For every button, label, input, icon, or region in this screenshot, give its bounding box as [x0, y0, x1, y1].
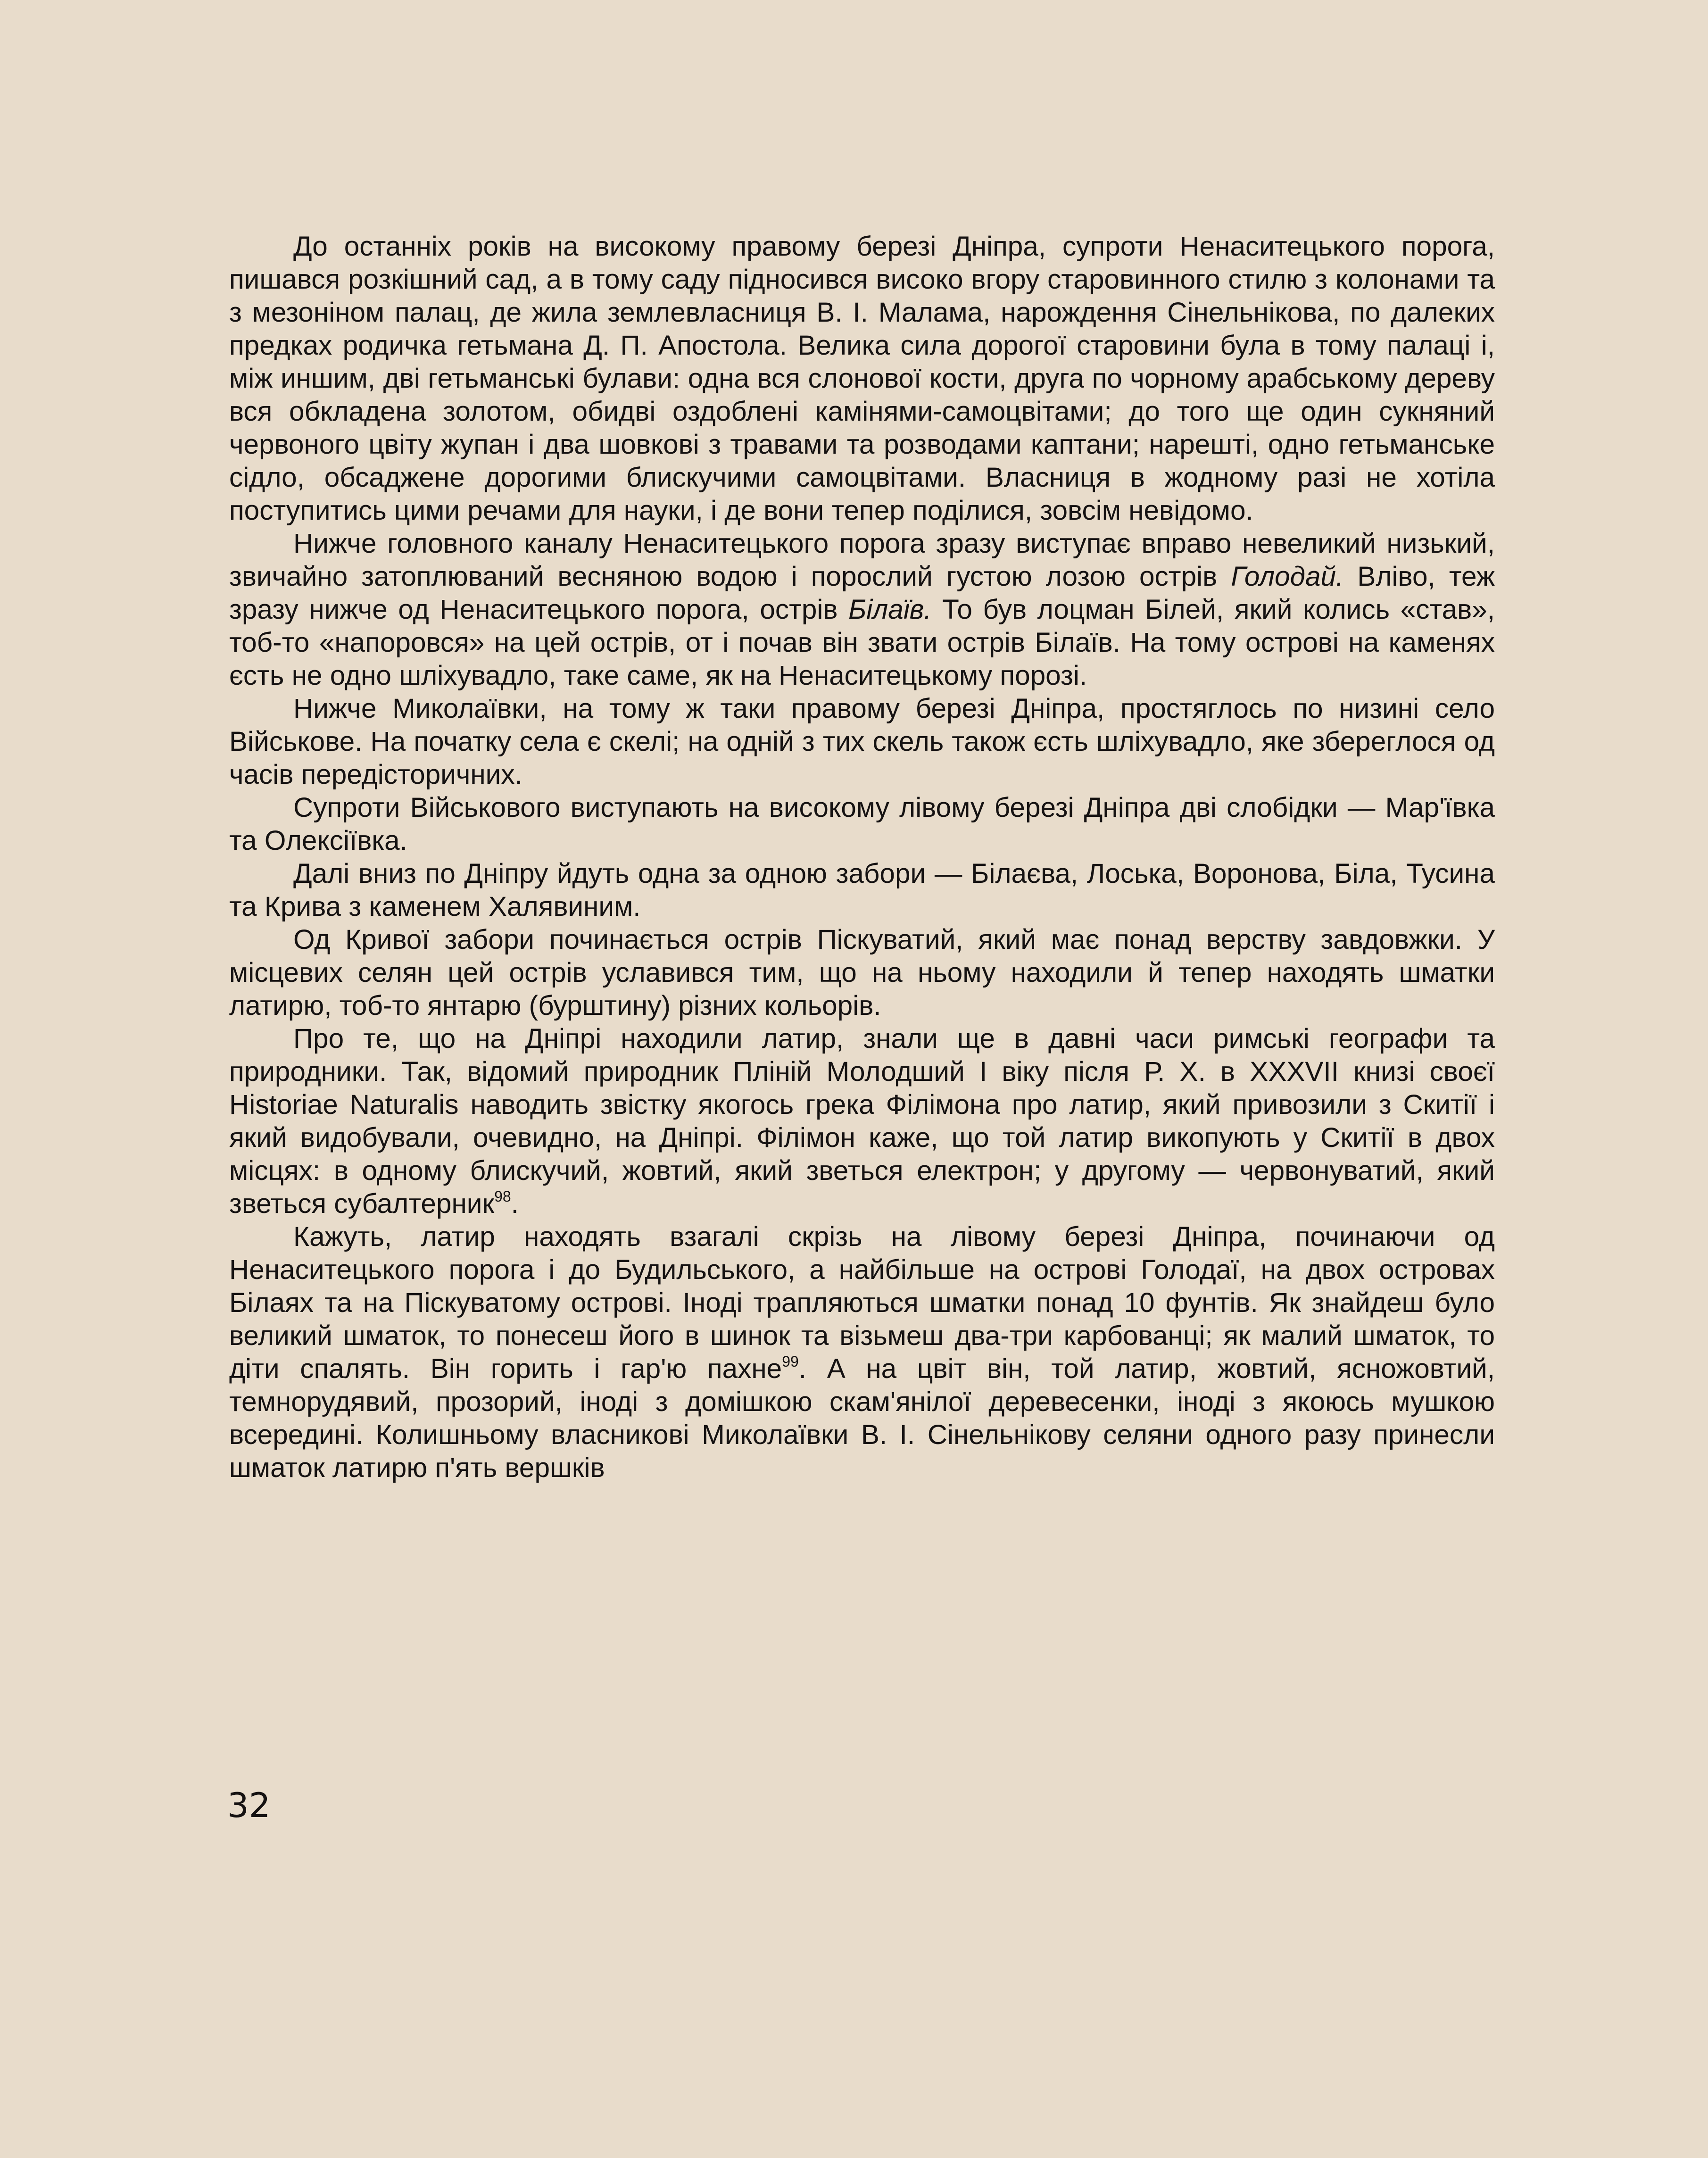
- paragraph-8: [229, 1220, 1495, 1485]
- paragraph-1-text: До останніх років на високому правому березі Дніпра, супроти Ненаситецького порога, пишався розкішний сад, а в тому саду підносився високо вгору старовинного стилю з колонами та з мезоніном палац, де жила землевласниця В. І. Малама, нарождення Сінельнікова, по далеких предках родичка гетьмана Д. П. Апостола. Велика сила дорогої старовини була в тому палаці і, між иншим, дві гетьманські булави: одна вся слонової кости, друга по чорному арабському дереву вся обкладена золотом, обидві оздоблені камінями-самоцвітами; до того ще один сукняний червоного цвіту жупан і два шовкові з травами та розводами каптани; нарешті, одно гетьманське сідло, обсаджене дорогими блискучими самоцвітами. Власниця в жодному разі не хотіла поступитись цими речами для науки, і де вони тепер поділися, зовсім невідомо.: [229, 231, 1495, 526]
- footnote-ref-98: 98: [494, 1188, 511, 1205]
- footnote-ref-99: 99: [782, 1353, 799, 1370]
- paragraph-3-text: Нижче Миколаївки, на тому ж таки правому березі Дніпра, простяглось по низині село Військове. На початку села є скелі; на одній з тих скель також єсть шліхувадло, яке збереглося од часів передісторичних.: [229, 693, 1495, 790]
- body-text: [229, 230, 1495, 1485]
- page-number: 32: [227, 1785, 271, 1825]
- paragraph-4-text: Супроти Військового виступають на високому лівому березі Дніпра дві слобідки — Мар'ївка та Олексіївка.: [229, 792, 1495, 856]
- island-name-holodai: Голодай.: [1231, 561, 1344, 592]
- paragraph-2-text-a: Нижче головного каналу Ненаситецького порога зразу виступає вправо невеликий низький, звичайно затоплюваний весняною водою і порослий густою лозою острів: [229, 528, 1495, 592]
- paragraph-2-text-c: То був лоцман Білей, який колись «став», тоб-то «напоровся» на цей острів, от і почав він звати острів Білаїв. На тому острові на каменях єсть не одно шліхувадло, таке саме, як на Ненаситецькому порозі.: [229, 594, 1495, 691]
- paragraph-2-text-b: Вліво, теж зразу нижче од Ненаситецького порога, острів: [229, 561, 1495, 625]
- paragraph-3: [229, 692, 1495, 791]
- paragraph-2: [229, 527, 1495, 692]
- paragraph-1: [229, 230, 1495, 527]
- paragraph-7-end: .: [511, 1188, 519, 1219]
- paragraph-5: [229, 857, 1495, 923]
- paragraph-7-text: Про те, що на Дніпрі находили латир, знали ще в давні часи римські географи та природники. Так, відомий природник Пліній Молодший І віку після Р. Х. в XXXVII книзі своєї Historiae Naturalis наводить звістку якогось грека Філімона про латир, який привозили з Скитії і який видобували, очевидно, на Дніпрі. Філімон каже, що той латир викопують у Скитії в двох місцях: в одному блискучий, жовтий, який зветься електрон; у другому — червонуватий, який зветься субалтерник: [229, 1023, 1495, 1219]
- paragraph-7: [229, 1022, 1495, 1220]
- paragraph-6-text: Од Кривої забори починається острів Піскуватий, який має понад верству завдовжки. У місцевих селян цей острів уславився тим, що на ньому находили й тепер находять шматки латирю, тоб-то янтарю (бурштину) різних кольорів.: [229, 924, 1495, 1021]
- island-name-bilaiv: Білаїв.: [848, 594, 932, 625]
- paragraph-5-text: Далі вниз по Дніпру йдуть одна за одною забори — Білаєва, Лоська, Воронова, Біла, Тусина та Крива з каменем Халявиним.: [229, 858, 1495, 922]
- paragraph-8-text-a: Кажуть, латир находять взагалі скрізь на лівому березі Дніпра, починаючи од Ненаситецького порога і до Будильського, а найбільше на острові Голодаї, на двох островах Білаях та на Піскуватому острові. Іноді трапляються шматки понад 10 фунтів. Як знайдеш було великий шматок, то понесеш його в шинок та візьмеш два-три карбованці; як малий шматок, то діти спалять. Він горить і гар'ю пахне: [229, 1221, 1495, 1384]
- paragraph-4: [229, 791, 1495, 857]
- paragraph-6: [229, 923, 1495, 1022]
- paragraph-8-text-b: . А на цвіт він, той латир, жовтий, ясножовтий, темнорудявий, прозорий, іноді з домішкою скам'янілої деревесенки, іноді з якоюсь мушкою всередині. Колишньому власникові Миколаївки В. І. Сінельнікову селяни одного разу принесли шматок латирю п'ять вершків: [229, 1353, 1495, 1483]
